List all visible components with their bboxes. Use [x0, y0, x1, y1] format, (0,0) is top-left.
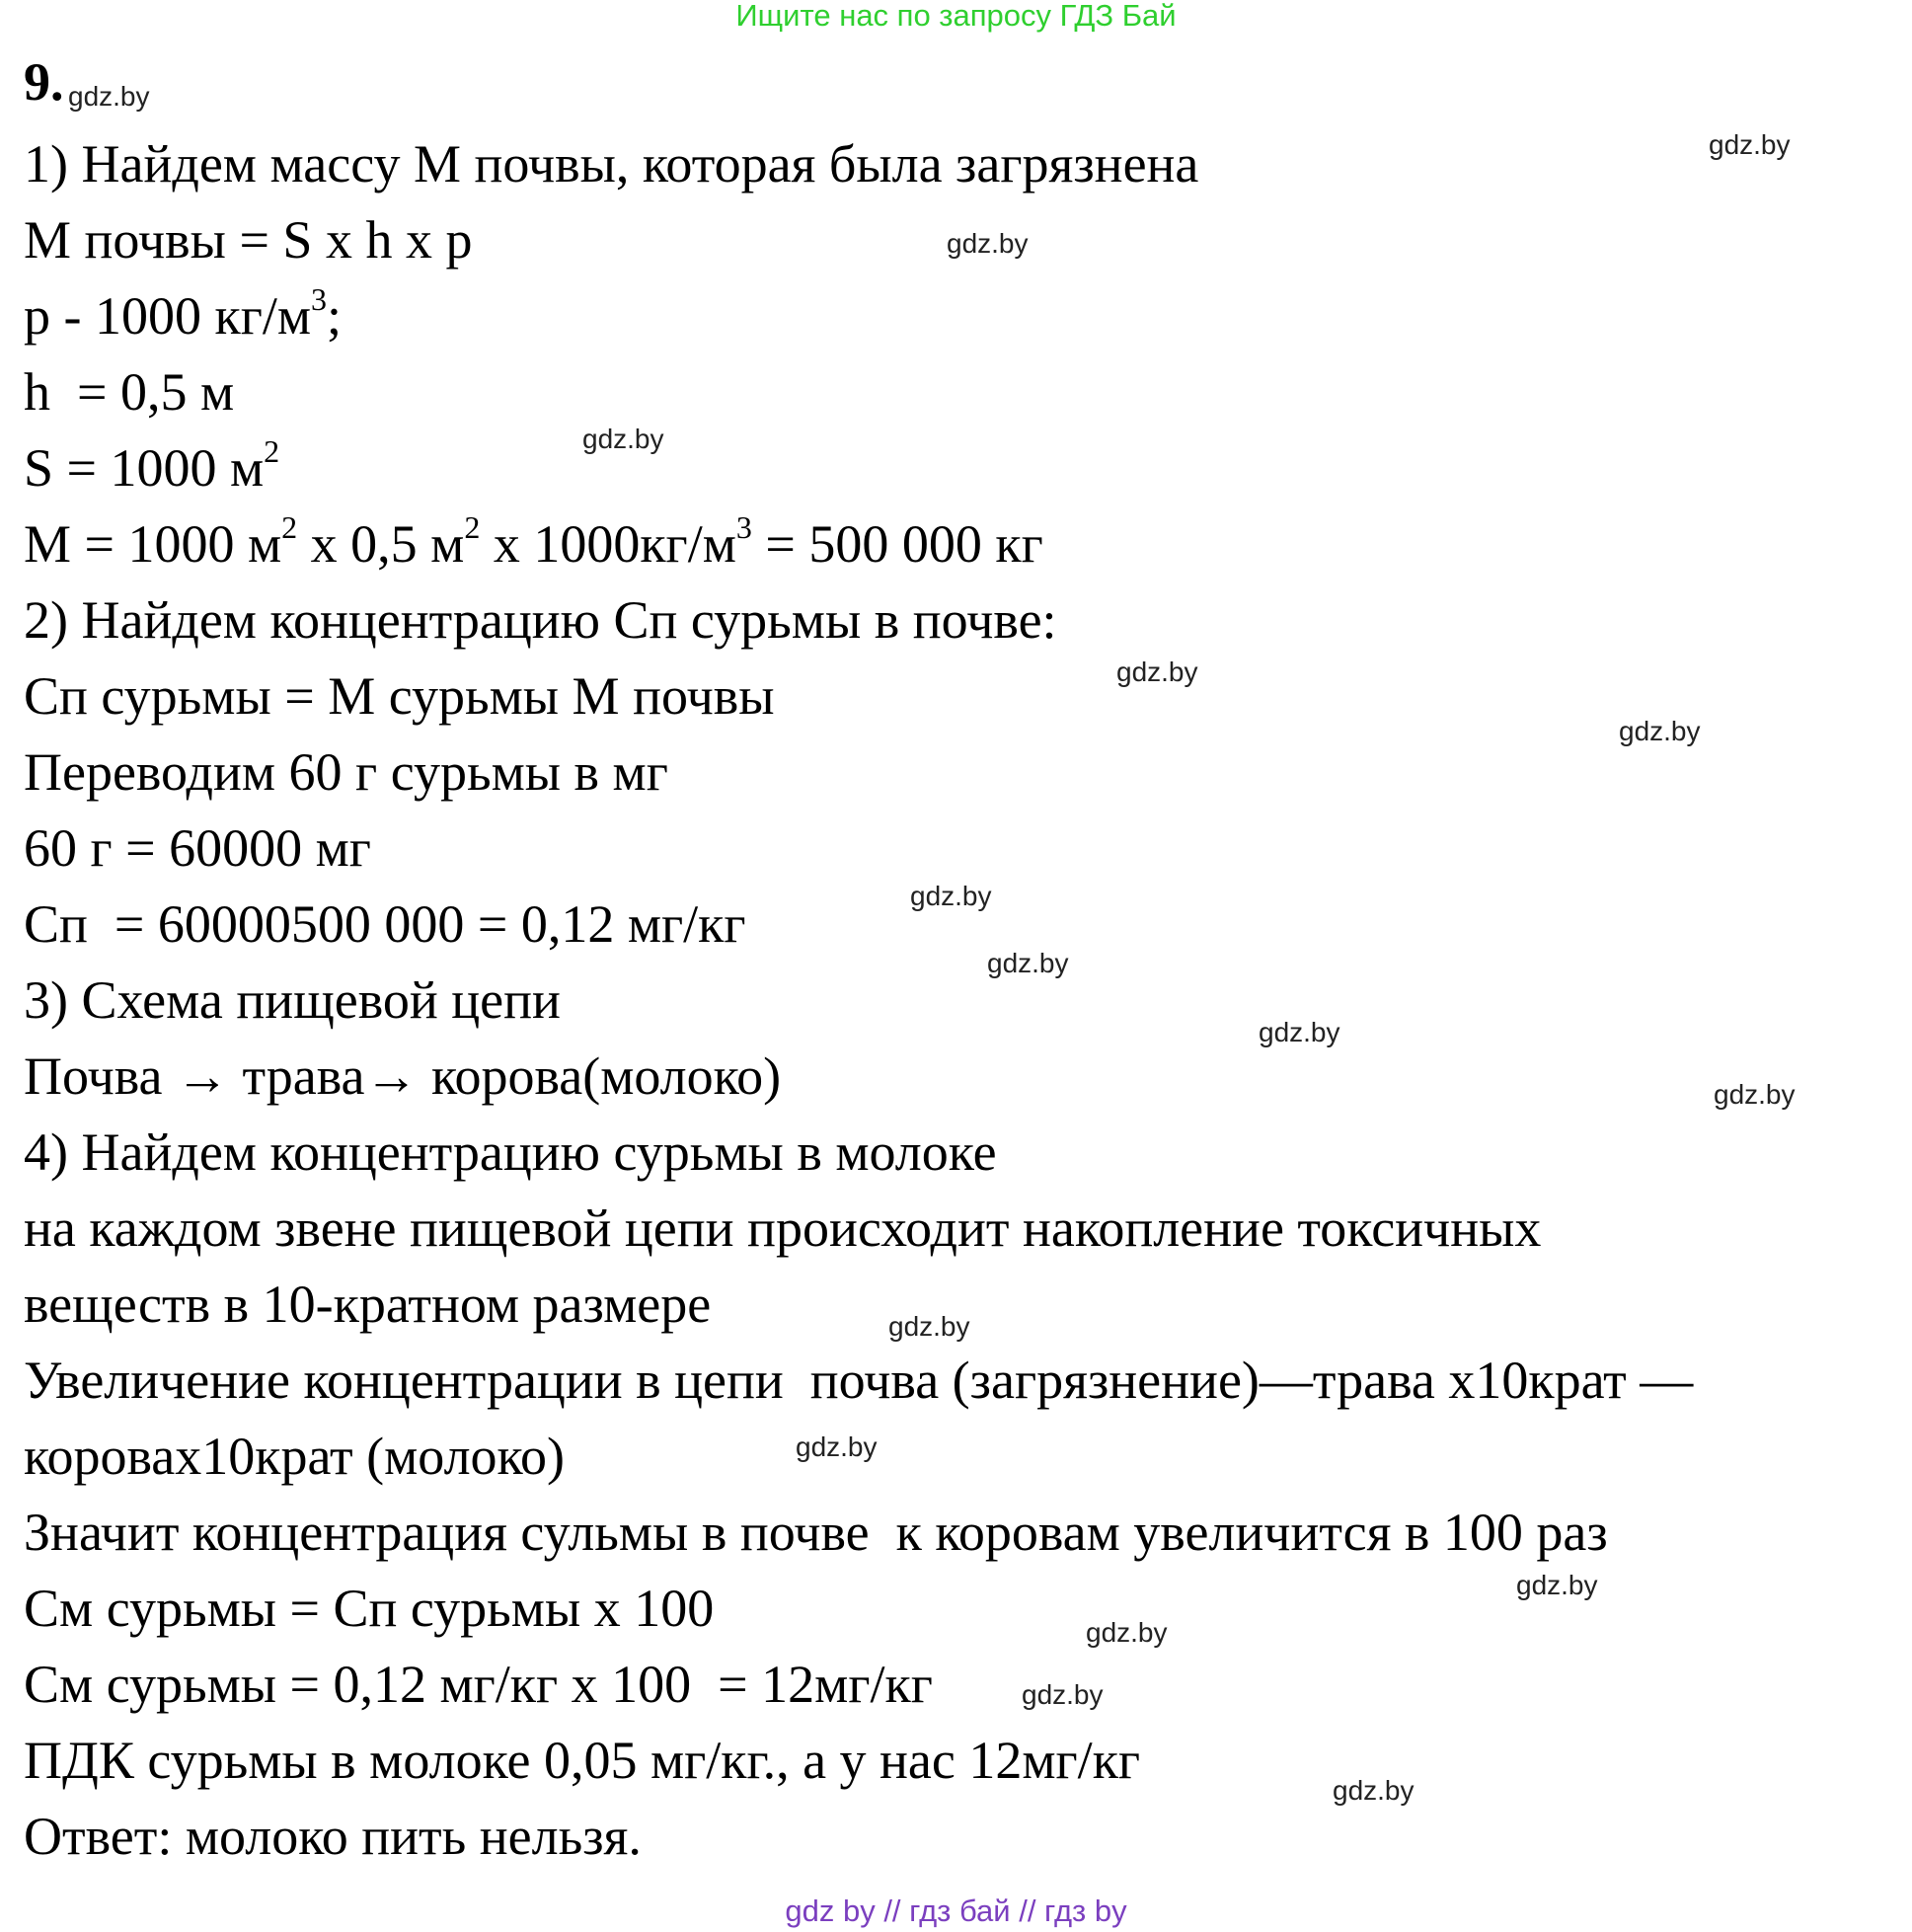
- text-segment: x 1000кг/м: [480, 514, 736, 574]
- superscript: 2: [281, 509, 298, 545]
- text-segment: p - 1000 кг/м: [24, 286, 312, 346]
- text-segment: на каждом звене пищевой цепи происходит накопление токсичных: [24, 1198, 1542, 1258]
- text-segment: Переводим 60 г сурьмы в мг: [24, 742, 668, 802]
- watermark: gdz.by: [1333, 1775, 1415, 1806]
- solution-line: [24, 202, 1693, 278]
- text-segment: коровах10крат (молоко): [24, 1427, 566, 1486]
- solution-text: [24, 126, 1693, 1875]
- superscript: 3: [311, 281, 328, 317]
- watermark: gdz.by: [1116, 657, 1198, 687]
- solution-line: [24, 354, 1693, 430]
- solution-line: [24, 1723, 1693, 1799]
- text-segment: М = 1000 м: [24, 514, 282, 574]
- watermark: gdz.by: [1259, 1017, 1340, 1047]
- watermark: gdz.by: [1022, 1679, 1104, 1710]
- solution-line: [24, 811, 1693, 887]
- text-segment: = 500 000 кг: [751, 514, 1043, 574]
- search-banner: Ищите нас по запросу ГДЗ Бай: [735, 0, 1177, 33]
- solution-line: [24, 1495, 1693, 1571]
- solution-line: [24, 1267, 1693, 1343]
- solution-line: [24, 734, 1693, 811]
- superscript: 3: [735, 509, 752, 545]
- task-number: 9.: [24, 52, 64, 112]
- watermark: gdz.by: [582, 424, 664, 454]
- solution-line: [24, 1115, 1693, 1191]
- text-segment: 2) Найдем концентрацию Сп сурьмы в почве:: [24, 590, 1057, 650]
- watermark: gdz.by: [910, 881, 992, 911]
- solution-line: [24, 887, 1693, 963]
- solution-line: [24, 506, 1693, 582]
- watermark: gdz.by: [888, 1311, 970, 1342]
- watermark: gdz.by: [1714, 1079, 1796, 1110]
- text-segment: Сп сурьмы = М сурьмы М почвы: [24, 666, 775, 726]
- watermark: gdz.by: [987, 948, 1069, 978]
- watermark: gdz.by: [68, 81, 150, 112]
- solution-line: [24, 278, 1693, 354]
- watermark: gdz.by: [947, 228, 1029, 259]
- watermark: gdz.by: [796, 1431, 878, 1462]
- text-segment: См сурьмы = 0,12 мг/кг x 100 = 12мг/кг: [24, 1655, 933, 1714]
- text-segment: Увеличение концентрации в цепи почва (загрязнение)—трава x10крат —: [24, 1351, 1694, 1410]
- text-segment: Ответ: молоко пить нельзя.: [24, 1807, 642, 1866]
- solution-line: [24, 126, 1693, 202]
- solution-line: [24, 1647, 1693, 1723]
- text-segment: 4) Найдем концентрацию сурьмы в молоке: [24, 1122, 997, 1182]
- footer-links[interactable]: gdz by // гдз бай // гдз by: [785, 1893, 1127, 1928]
- text-segment: Значит концентрация сульмы в почве к коровам увеличится в 100 раз: [24, 1503, 1608, 1562]
- text-segment: Сп = 60000500 000 = 0,12 мг/кг: [24, 894, 746, 954]
- text-segment: ;: [327, 286, 343, 346]
- text-segment: 1) Найдем массу М почвы, которая была загрязнена: [24, 134, 1199, 193]
- watermark: gdz.by: [1619, 716, 1701, 746]
- solution-line: [24, 582, 1693, 658]
- text-segment: 3) Схема пищевой цепи: [24, 970, 561, 1030]
- text-segment: веществ в 10-кратном размере: [24, 1275, 712, 1334]
- text-segment: См сурьмы = Сп сурьмы x 100: [24, 1579, 715, 1638]
- text-segment: М почвы = S x h x p: [24, 210, 473, 270]
- solution-line: [24, 1799, 1693, 1875]
- superscript: 2: [464, 509, 481, 545]
- text-segment: x 0,5 м: [297, 514, 465, 574]
- solution-line: [24, 1191, 1693, 1267]
- solution-line: [24, 1571, 1693, 1647]
- text-segment: h = 0,5 м: [24, 362, 235, 422]
- solution-line: [24, 963, 1693, 1039]
- watermark: gdz.by: [1516, 1570, 1598, 1600]
- solution-line: [24, 1343, 1693, 1419]
- superscript: 2: [264, 433, 280, 469]
- text-segment: Почва → трава→ корова(молоко): [24, 1046, 782, 1106]
- solution-line: [24, 1039, 1693, 1115]
- text-segment: S = 1000 м: [24, 438, 265, 498]
- text-segment: 60 г = 60000 мг: [24, 818, 371, 878]
- text-segment: ПДК сурьмы в молоке 0,05 мг/кг., а у нас 12мг/кг: [24, 1731, 1141, 1790]
- solution-line: [24, 430, 1693, 506]
- watermark: gdz.by: [1709, 129, 1791, 160]
- watermark: gdz.by: [1086, 1617, 1168, 1648]
- solution-line: [24, 658, 1693, 734]
